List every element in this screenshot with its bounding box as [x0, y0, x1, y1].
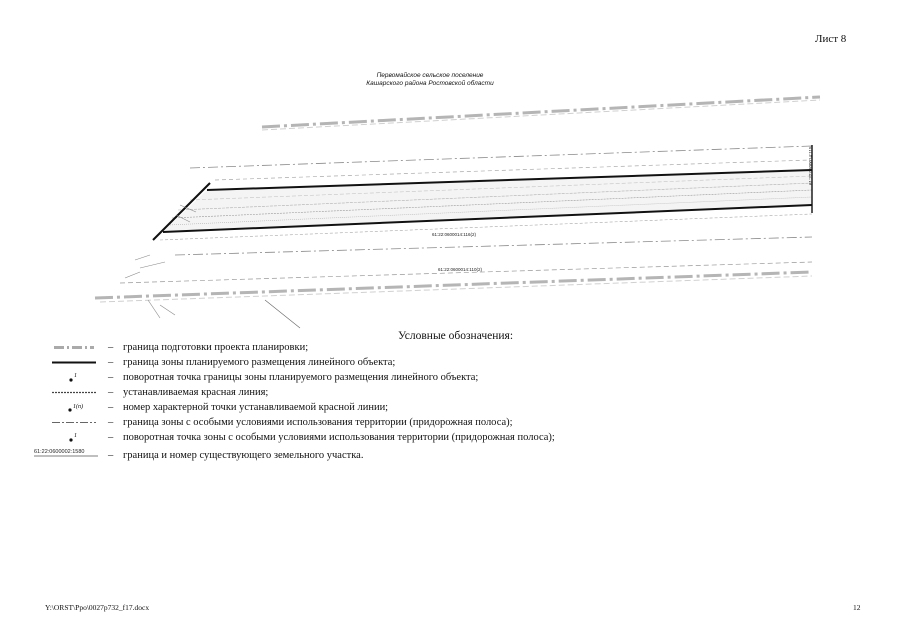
legend-item: [30, 355, 790, 370]
legend-label: граница и номер существующего земельного участка.: [123, 450, 364, 461]
planning-boundary-upper: [262, 97, 820, 130]
legend-title: Условные обозначения:: [398, 330, 514, 342]
red-line-symbol: [30, 385, 110, 400]
legend-separator: –: [108, 372, 114, 383]
parcel-label: 61:22:0600014:116(2): [432, 232, 476, 237]
legend-item: [30, 385, 790, 400]
legend-item: [30, 445, 790, 463]
legend-item: [30, 430, 790, 445]
legend-item: [30, 370, 790, 385]
zone-turn-point-number: 1: [74, 373, 77, 379]
red-line-point-number: 1(п): [73, 404, 83, 410]
legend-separator: –: [108, 450, 114, 461]
legend-label: номер характерной точки устанавливаемой красной линии;: [123, 402, 389, 413]
roadside-point-number: 1: [74, 433, 77, 439]
legend-separator: –: [108, 387, 114, 398]
parcel-label: 61:22:0600014:110(2): [438, 267, 482, 272]
footer-file-path: Y:\ORST\Ppo\0027p732_f17.docx: [45, 603, 150, 612]
legend-label: поворотная точка зоны с особыми условиями использования территории (придорожная полоса);: [123, 432, 555, 443]
legend-label: граница зоны планируемого размещения линейного объекта;: [123, 357, 396, 368]
legend-separator: –: [108, 417, 114, 428]
legend-label: поворотная точка границы зоны планируемого размещения линейного объекта;: [123, 372, 479, 383]
legend-separator: –: [108, 402, 114, 413]
legend-item: [30, 340, 790, 355]
settlement-caption-line-2: Кашарского района Ростовской области: [366, 80, 494, 87]
planning-boundary-symbol: [30, 340, 110, 355]
roadside-boundary-symbol: [30, 415, 110, 430]
legend: [30, 340, 790, 463]
legend-label: устанавливаемая красная линия;: [123, 387, 269, 398]
red-line-point-symbol: [30, 400, 110, 415]
settlement-caption: [300, 72, 560, 88]
parcel-label: 61:22:0600014:115: [808, 146, 813, 185]
settlement-caption-line-1: Первомайское сельское поселение: [376, 72, 484, 79]
roadside-point-symbol: [30, 430, 110, 445]
legend-separator: –: [108, 342, 114, 353]
zone-turn-point-symbol: [30, 370, 110, 385]
legend-separator: –: [108, 357, 114, 368]
planning-boundary-lower: [95, 272, 812, 302]
parcel-boundary-symbol: [30, 445, 110, 460]
roadside-boundary-upper: [190, 146, 812, 168]
parcel-boundary-number: 61:22:0600002:1580: [34, 449, 85, 455]
legend-item: [30, 415, 790, 430]
page-number: 12: [853, 603, 861, 612]
sheet-label: Лист 8: [815, 33, 847, 45]
legend-item: [30, 400, 790, 415]
roadside-boundary-lower: [175, 237, 812, 255]
legend-label: граница подготовки проекта планировки;: [123, 342, 309, 353]
legend-label: граница зоны с особыми условиями использования территории (придорожная полоса);: [123, 417, 513, 428]
zone-boundary-symbol: [30, 355, 110, 370]
legend-separator: –: [108, 432, 114, 443]
